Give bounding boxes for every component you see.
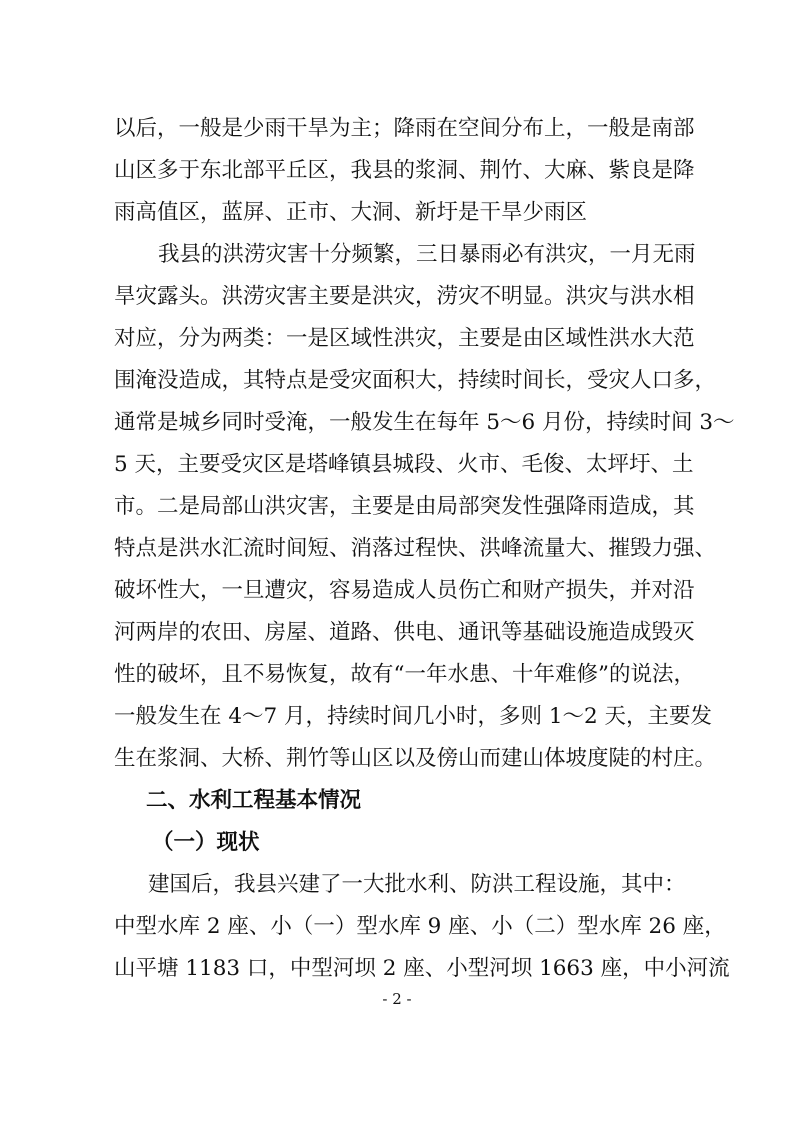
paragraph-line: 对应，分为两类：一是区域性洪灾，主要是由区域性洪水大范 (114, 326, 695, 351)
paragraph-line: 旱灾露头。洪涝灾害主要是洪灾，涝灾不明显。洪灾与洪水相 (114, 284, 695, 309)
paragraph-line: 5 天，主要受灾区是塔峰镇县城段、火市、毛俊、太坪圩、土 (114, 452, 694, 477)
paragraph-line: 河两岸的农田、房屋、道路、供电、通讯等基础设施造成毁灭 (114, 620, 695, 645)
paragraph-line: 山平塘 1183 口，中型河坝 2 座、小型河坝 1663 座，中小河流 (114, 956, 730, 981)
paragraph-line: 建国后，我县兴建了一大批水利、防洪工程设施，其中： (148, 872, 686, 897)
paragraph-line: 生在浆洞、大桥、荆竹等山区以及傍山而建山体坡度陡的村庄。 (114, 746, 717, 771)
paragraph-line: 以后，一般是少雨干旱为主；降雨在空间分布上，一般是南部 (114, 116, 695, 141)
paragraph-line: 通常是城乡同时受淹，一般发生在每年 5～6 月份，持续时间 3～ (114, 410, 735, 435)
paragraph-line: 性的破坏，且不易恢复，故有“一年水患、十年难修”的说法， (114, 662, 695, 687)
section-heading: 二、水利工程基本情况 (146, 788, 362, 813)
paragraph-line: 特点是洪水汇流时间短、消落过程快、洪峰流量大、摧毁力强、 (114, 536, 717, 561)
paragraph-line: 我县的洪涝灾害十分频繁，三日暴雨必有洪灾，一月无雨 (158, 242, 696, 267)
subsection-heading: （一）现状 (152, 830, 260, 855)
paragraph-line: 山区多于东北部平丘区，我县的浆洞、荆竹、大麻、紫良是降 (114, 158, 695, 183)
paragraph-line: 破坏性大，一旦遭灾，容易造成人员伤亡和财产损失，并对沿 (114, 578, 695, 603)
paragraph-line: 围淹没造成，其特点是受灾面积大，持续时间长，受灾人口多， (114, 368, 717, 393)
page-number: - 2 - (382, 990, 412, 1008)
paragraph-line: 中型水库 2 座、小（一）型水库 9 座、小（二）型水库 26 座， (114, 914, 726, 939)
paragraph-line: 市。二是局部山洪灾害，主要是由局部突发性强降雨造成，其 (114, 494, 695, 519)
paragraph-line: 雨高值区，蓝屏、正市、大洞、新圩是干旱少雨区 (114, 200, 588, 225)
paragraph-line: 一般发生在 4～7 月，持续时间几小时，多则 1～2 天，主要发 (114, 704, 713, 729)
